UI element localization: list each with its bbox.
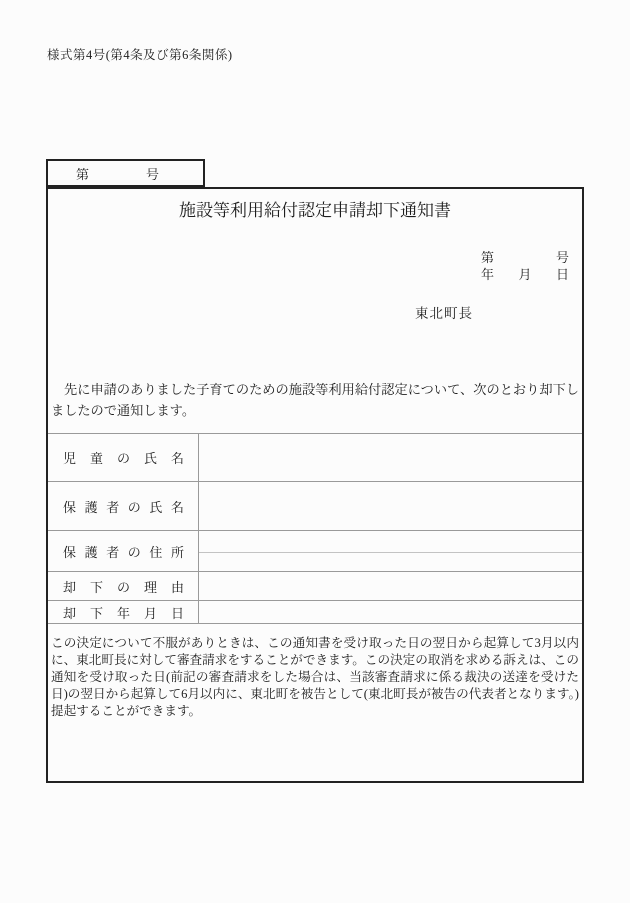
table-row-rejection-reason: [48, 572, 582, 601]
issuer-name: 東北町長: [415, 306, 473, 321]
guardian-address-value-cell: [199, 531, 582, 571]
doc-number-line: [481, 249, 569, 266]
detail-table: [48, 433, 582, 624]
guardian-address-upper-line: [199, 531, 582, 553]
appeal-notice-paragraph: この決定について不服がありときは、この通知書を受け取った日の翌日から起算して3月以内に、東北町長に対して審査請求をすることができます。この決定の取消を求める訴えは、この通知を受け取った日(前記の審査請求をした場合は、当該審査請求に係る裁決の送達を受けた日)の翌日から起算して6月以内に、東北町を被告として(東北町長が被告の代表者となります。)提起することができます。: [51, 636, 579, 718]
date-month-label: 月: [518, 267, 532, 282]
guardian-address-lower-line: [199, 553, 582, 571]
date-day-label: 日: [555, 267, 569, 282]
doc-number-suffix: 号: [555, 250, 569, 265]
issue-date-line: [481, 266, 569, 283]
guardian-name-value-cell: [199, 482, 582, 530]
rejection-reason-label: 却下の理由: [63, 579, 184, 595]
form-note: 様式第4号(第4条及び第6条関係): [47, 48, 233, 62]
doc-meta-block: [481, 249, 569, 283]
rejection-date-label-cell: [48, 601, 199, 623]
guardian-address-label-cell: [48, 531, 199, 571]
body-paragraph: 先に申請のありました子育てのための施設等利用給付認定について、次のとおり却下しましたので通知します。: [51, 382, 579, 418]
table-row-child-name: [48, 434, 582, 482]
table-row-rejection-date: [48, 601, 582, 624]
child-name-label: 児童の氏名: [63, 451, 184, 466]
document-title: 施設等利用給付認定申請却下通知書: [179, 201, 451, 220]
rejection-notice-form: [46, 187, 584, 783]
child-name-label-cell: [48, 434, 199, 481]
table-row-guardian-address: [48, 531, 582, 572]
guardian-address-label: 保護者の住所: [63, 544, 184, 560]
number-tab-prefix: 第: [76, 166, 90, 182]
child-name-value-cell: [199, 434, 582, 481]
date-year-label: 年: [481, 267, 495, 282]
guardian-name-label-cell: [48, 482, 199, 530]
rejection-reason-label-cell: [48, 572, 199, 600]
doc-number-prefix: 第: [481, 250, 495, 265]
guardian-name-label: 保護者の氏名: [63, 499, 184, 515]
rejection-date-value-cell: [199, 601, 582, 623]
rejection-date-label: 却下年月日: [63, 605, 184, 621]
document-number-tab: [46, 159, 205, 187]
rejection-reason-value-cell: [199, 572, 582, 600]
table-row-guardian-name: [48, 482, 582, 531]
number-tab-suffix: 号: [145, 166, 159, 182]
